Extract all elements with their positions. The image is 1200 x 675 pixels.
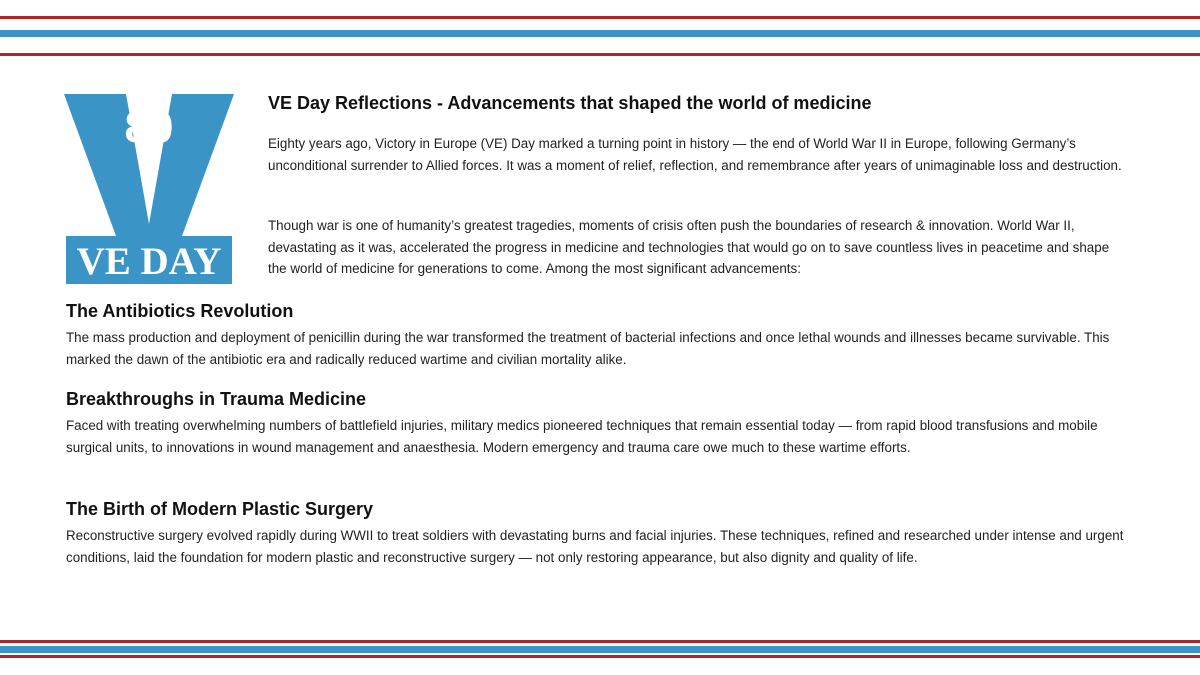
page-title: VE Day Reflections - Advancements that shaped the world of medicine <box>268 93 872 113</box>
bottom-red-stripe <box>0 640 1200 643</box>
intro-paragraph-1: Eighty years ago, Victory in Europe (VE) Day marked a turning point in history — the end of World War II in Europe, following Germany’s unconditional surrender to Allied forces. It was a moment of relief, reflection, and remembrance after years of unimaginable loss and destruction. <box>268 136 1122 173</box>
section-body: The mass production and deployment of penicillin during the war transformed the treatment of bacterial infections and once lethal wounds and illnesses became survivable. This marked the dawn of the antibiotic era and radically reduced wartime and civilian mortality alike. <box>66 330 1110 367</box>
logo-number: 80 <box>124 103 174 152</box>
top-red-stripe-lower <box>0 53 1200 56</box>
section-heading: The Birth of Modern Plastic Surgery <box>66 499 374 519</box>
section-antibiotics <box>66 301 1126 370</box>
section-body: Faced with treating overwhelming numbers of battlefield injuries, military medics pioneered techniques that remain essential today — from rapid blood transfusions and mobile surgical units, to innovations in wound management and anaesthesia. Modern emergency and trauma care owe much to these wartime efforts. <box>66 418 1098 455</box>
ve-day-80-logo <box>64 94 234 289</box>
logo-label: VE DAY <box>76 240 222 283</box>
top-red-stripe <box>0 16 1200 19</box>
bottom-blue-stripe <box>0 646 1200 653</box>
intro-paragraph-2: Though war is one of humanity’s greatest tragedies, moments of crisis often push the boundaries of research & innovation. World War II, devastating as it was, accelerated the progress in medicine and technologies that would go on to save countless lives in peacetime and shape the world of medicine for generations to come. Among the most significant advancements: <box>268 218 1110 276</box>
section-trauma-medicine <box>66 389 1126 458</box>
section-body: Reconstructive surgery evolved rapidly during WWII to treat soldiers with devastating burns and facial injuries. These techniques, refined and researched under intense and urgent conditions, laid the foundation for modern plastic and reconstructive surgery — not only restoring appearance, but also dignity and quality of life. <box>66 528 1124 565</box>
section-heading: Breakthroughs in Trauma Medicine <box>66 389 367 409</box>
section-plastic-surgery <box>66 499 1126 568</box>
top-blue-stripe <box>0 30 1200 37</box>
section-heading: The Antibiotics Revolution <box>66 301 294 321</box>
bottom-red-stripe-lower <box>0 655 1200 658</box>
